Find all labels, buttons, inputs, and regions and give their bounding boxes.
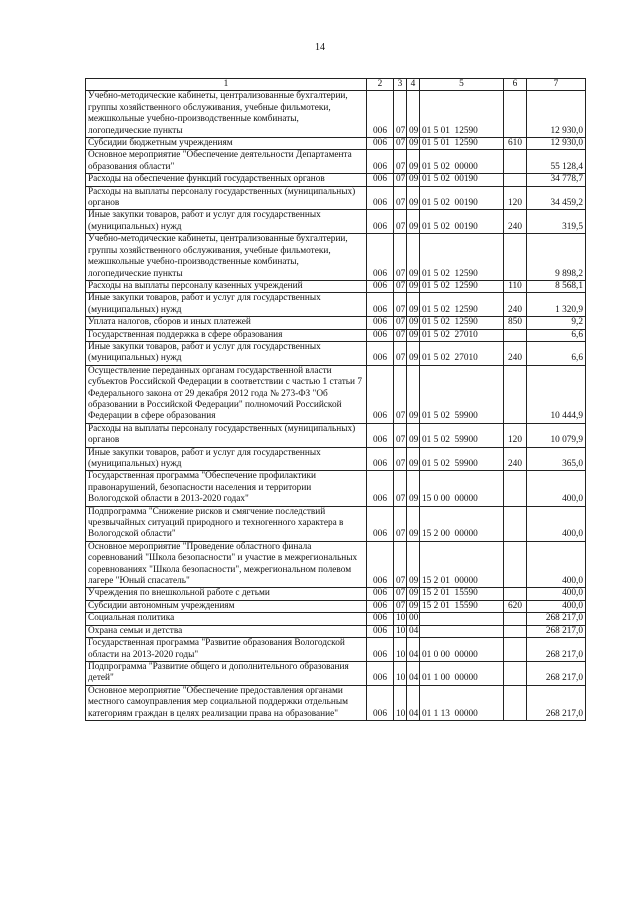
row-ministry-code: 006 xyxy=(367,174,394,186)
row-section-code: 07 xyxy=(394,186,407,210)
row-target-article: 01 1 13 00000 xyxy=(420,685,504,720)
row-target-article xyxy=(420,613,504,625)
row-expense-type xyxy=(504,541,527,588)
row-subsection-code: 09 xyxy=(407,293,420,317)
table-row xyxy=(86,150,586,174)
row-ministry-code: 006 xyxy=(367,280,394,292)
row-subsection-code: 09 xyxy=(407,150,420,174)
row-ministry-code: 006 xyxy=(367,661,394,685)
row-subsection-code: 09 xyxy=(407,471,420,506)
row-section-code: 07 xyxy=(394,588,407,600)
row-name: Субсидии бюджетным учреждениям xyxy=(86,138,367,150)
row-subsection-code: 09 xyxy=(407,174,420,186)
row-expense-type: 240 xyxy=(504,293,527,317)
row-subsection-code: 09 xyxy=(407,423,420,447)
row-subsection-code: 09 xyxy=(407,280,420,292)
row-expense-type: 610 xyxy=(504,138,527,150)
row-section-code: 07 xyxy=(394,234,407,281)
row-target-article: 01 5 02 00190 xyxy=(420,174,504,186)
row-section-code: 07 xyxy=(394,174,407,186)
row-amount: 400,0 xyxy=(527,600,586,612)
row-ministry-code: 006 xyxy=(367,613,394,625)
row-name: Уплата налогов, сборов и иных платежей xyxy=(86,317,367,329)
table-row xyxy=(86,365,586,423)
row-target-article: 01 1 00 00000 xyxy=(420,661,504,685)
row-ministry-code: 006 xyxy=(367,293,394,317)
row-subsection-code: 09 xyxy=(407,329,420,341)
row-target-article: 01 5 02 27010 xyxy=(420,329,504,341)
row-section-code: 07 xyxy=(394,138,407,150)
row-target-article: 01 5 02 00000 xyxy=(420,150,504,174)
row-ministry-code: 006 xyxy=(367,150,394,174)
row-subsection-code: 09 xyxy=(407,541,420,588)
row-amount: 365,0 xyxy=(527,447,586,471)
table-row xyxy=(86,186,586,210)
row-section-code: 07 xyxy=(394,341,407,365)
row-name: Государственная поддержка в сфере образования xyxy=(86,329,367,341)
row-expense-type xyxy=(504,685,527,720)
table-row xyxy=(86,685,586,720)
row-name: Расходы на выплаты персоналу государственных (муниципальных) органов xyxy=(86,186,367,210)
row-name: Учреждения по внешкольной работе с детьми xyxy=(86,588,367,600)
row-amount: 400,0 xyxy=(527,506,586,541)
row-ministry-code: 006 xyxy=(367,638,394,662)
row-name: Субсидии автономным учреждениям xyxy=(86,600,367,612)
row-name: Иные закупки товаров, работ и услуг для государственных (муниципальных) нужд xyxy=(86,293,367,317)
row-section-code: 10 xyxy=(394,638,407,662)
row-ministry-code: 006 xyxy=(367,234,394,281)
table-row xyxy=(86,588,586,600)
row-ministry-code: 006 xyxy=(367,341,394,365)
table-row xyxy=(86,341,586,365)
row-target-article: 01 5 01 12590 xyxy=(420,138,504,150)
row-ministry-code: 006 xyxy=(367,685,394,720)
row-subsection-code: 04 xyxy=(407,638,420,662)
column-header: 6 xyxy=(504,79,527,91)
row-target-article: 15 0 00 00000 xyxy=(420,471,504,506)
row-amount: 9,2 xyxy=(527,317,586,329)
row-amount: 12 930,0 xyxy=(527,91,586,138)
row-name: Государственная программа "Развитие образования Вологодской области на 2013-2020 годы" xyxy=(86,638,367,662)
row-target-article: 01 5 02 12590 xyxy=(420,293,504,317)
row-amount: 34 778,7 xyxy=(527,174,586,186)
row-name: Иные закупки товаров, работ и услуг для государственных (муниципальных) нужд xyxy=(86,341,367,365)
row-name: Охрана семьи и детства xyxy=(86,625,367,637)
row-target-article: 01 5 02 12590 xyxy=(420,280,504,292)
row-amount: 10 079,9 xyxy=(527,423,586,447)
row-section-code: 07 xyxy=(394,210,407,234)
row-ministry-code: 006 xyxy=(367,138,394,150)
row-name: Расходы на обеспечение функций государственных органов xyxy=(86,174,367,186)
row-amount: 12 930,0 xyxy=(527,138,586,150)
table-row xyxy=(86,506,586,541)
row-ministry-code: 006 xyxy=(367,186,394,210)
row-subsection-code: 09 xyxy=(407,600,420,612)
row-section-code: 07 xyxy=(394,423,407,447)
table-header-row xyxy=(86,79,586,91)
row-expense-type xyxy=(504,625,527,637)
row-expense-type: 240 xyxy=(504,341,527,365)
row-subsection-code: 09 xyxy=(407,186,420,210)
column-header: 1 xyxy=(86,79,367,91)
row-subsection-code: 09 xyxy=(407,341,420,365)
table-row xyxy=(86,600,586,612)
table-row xyxy=(86,234,586,281)
row-section-code: 07 xyxy=(394,329,407,341)
row-target-article: 01 5 02 12590 xyxy=(420,234,504,281)
row-name: Государственная программа "Обеспечение профилактики правонарушений, безопасности населения и территории Вологодской области в 2013-2020 годах" xyxy=(86,471,367,506)
row-name: Осуществление переданных органам государственной власти субъектов Российской Федерации в соответствии с частью 1 статьи 7 Федерального закона от 29 декабря 2012 года № 273-ФЗ "Об образовании в Российской Федерации" полномочий Российской Федерации в сфере образования xyxy=(86,365,367,423)
row-subsection-code: 04 xyxy=(407,661,420,685)
row-name: Учебно-методические кабинеты, централизованные бухгалтерии, группы хозяйственного обслуживания, учебные фильмотеки, межшкольные учебно-производственные комбинаты, логопедические пункты xyxy=(86,91,367,138)
row-target-article: 01 5 02 59900 xyxy=(420,447,504,471)
row-subsection-code: 09 xyxy=(407,91,420,138)
row-expense-type: 850 xyxy=(504,317,527,329)
row-subsection-code: 09 xyxy=(407,365,420,423)
row-name: Основное мероприятие "Проведение областного финала соревнований "Школа безопасности" и участие в межрегиональных соревнованиях "Школа безопасности", межрегиональном полевом лагере "Юный спасатель" xyxy=(86,541,367,588)
row-expense-type xyxy=(504,506,527,541)
row-name: Расходы на выплаты персоналу казенных учреждений xyxy=(86,280,367,292)
table-row xyxy=(86,541,586,588)
table-row xyxy=(86,280,586,292)
row-amount: 268 217,0 xyxy=(527,638,586,662)
row-ministry-code: 006 xyxy=(367,625,394,637)
row-amount: 1 320,9 xyxy=(527,293,586,317)
row-ministry-code: 006 xyxy=(367,423,394,447)
row-expense-type xyxy=(504,329,527,341)
table-row xyxy=(86,174,586,186)
row-section-code: 10 xyxy=(394,625,407,637)
row-expense-type xyxy=(504,234,527,281)
row-expense-type: 240 xyxy=(504,210,527,234)
row-section-code: 07 xyxy=(394,150,407,174)
row-expense-type: 120 xyxy=(504,186,527,210)
row-expense-type xyxy=(504,613,527,625)
row-amount: 268 217,0 xyxy=(527,625,586,637)
column-header: 5 xyxy=(420,79,504,91)
table-row xyxy=(86,293,586,317)
row-section-code: 07 xyxy=(394,471,407,506)
row-subsection-code: 09 xyxy=(407,317,420,329)
row-amount: 268 217,0 xyxy=(527,685,586,720)
row-amount: 8 568,1 xyxy=(527,280,586,292)
row-expense-type xyxy=(504,471,527,506)
row-ministry-code: 006 xyxy=(367,210,394,234)
row-expense-type xyxy=(504,638,527,662)
table-row xyxy=(86,625,586,637)
row-target-article: 01 5 02 12590 xyxy=(420,317,504,329)
row-ministry-code: 006 xyxy=(367,365,394,423)
table-row xyxy=(86,91,586,138)
row-target-article: 01 5 02 59900 xyxy=(420,365,504,423)
row-amount: 268 217,0 xyxy=(527,661,586,685)
table-row xyxy=(86,317,586,329)
row-section-code: 07 xyxy=(394,317,407,329)
table-row xyxy=(86,447,586,471)
row-section-code: 07 xyxy=(394,293,407,317)
row-section-code: 07 xyxy=(394,506,407,541)
row-target-article: 01 5 02 00190 xyxy=(420,210,504,234)
column-header: 3 xyxy=(394,79,407,91)
row-subsection-code: 09 xyxy=(407,588,420,600)
table-row xyxy=(86,661,586,685)
row-name: Расходы на выплаты персоналу государственных (муниципальных) органов xyxy=(86,423,367,447)
row-ministry-code: 006 xyxy=(367,447,394,471)
row-amount: 400,0 xyxy=(527,541,586,588)
row-subsection-code: 04 xyxy=(407,685,420,720)
row-ministry-code: 006 xyxy=(367,600,394,612)
table-row xyxy=(86,210,586,234)
row-expense-type xyxy=(504,150,527,174)
row-section-code: 07 xyxy=(394,447,407,471)
row-ministry-code: 006 xyxy=(367,471,394,506)
row-ministry-code: 006 xyxy=(367,329,394,341)
row-target-article: 01 5 01 12590 xyxy=(420,91,504,138)
table-row xyxy=(86,423,586,447)
row-amount: 9 898,2 xyxy=(527,234,586,281)
row-expense-type xyxy=(504,661,527,685)
row-section-code: 10 xyxy=(394,661,407,685)
row-section-code: 07 xyxy=(394,600,407,612)
row-target-article: 01 0 00 00000 xyxy=(420,638,504,662)
row-name: Основное мероприятие "Обеспечение предоставления органами местного самоуправления мер социальной поддержки отдельным категориям граждан в целях реализации права на образование" xyxy=(86,685,367,720)
row-amount: 34 459,2 xyxy=(527,186,586,210)
row-expense-type: 110 xyxy=(504,280,527,292)
row-expense-type xyxy=(504,174,527,186)
table-row xyxy=(86,138,586,150)
row-ministry-code: 006 xyxy=(367,317,394,329)
row-name: Подпрограмма "Развитие общего и дополнительного образования детей" xyxy=(86,661,367,685)
row-target-article: 01 5 02 00190 xyxy=(420,186,504,210)
row-section-code: 10 xyxy=(394,613,407,625)
row-target-article: 01 5 02 59900 xyxy=(420,423,504,447)
row-name: Иные закупки товаров, работ и услуг для государственных (муниципальных) нужд xyxy=(86,447,367,471)
row-section-code: 07 xyxy=(394,91,407,138)
row-subsection-code: 09 xyxy=(407,234,420,281)
table-row xyxy=(86,638,586,662)
row-target-article: 15 2 00 00000 xyxy=(420,506,504,541)
row-name: Основное мероприятие "Обеспечение деятельности Департамента образования области" xyxy=(86,150,367,174)
row-target-article: 15 2 01 00000 xyxy=(420,541,504,588)
row-ministry-code: 006 xyxy=(367,541,394,588)
row-amount: 10 444,9 xyxy=(527,365,586,423)
row-section-code: 07 xyxy=(394,541,407,588)
row-target-article: 01 5 02 27010 xyxy=(420,341,504,365)
row-section-code: 07 xyxy=(394,365,407,423)
row-subsection-code: 09 xyxy=(407,447,420,471)
table-row xyxy=(86,613,586,625)
table-row xyxy=(86,471,586,506)
row-name: Учебно-методические кабинеты, централизованные бухгалтерии, группы хозяйственного обслуживания, учебные фильмотеки, межшкольные учебно-производственные комбинаты, логопедические пункты xyxy=(86,234,367,281)
row-subsection-code: 04 xyxy=(407,625,420,637)
row-expense-type: 240 xyxy=(504,447,527,471)
row-name: Иные закупки товаров, работ и услуг для государственных (муниципальных) нужд xyxy=(86,210,367,234)
row-name: Социальная политика xyxy=(86,613,367,625)
row-amount: 319,5 xyxy=(527,210,586,234)
row-expense-type xyxy=(504,91,527,138)
row-amount: 268 217,0 xyxy=(527,613,586,625)
row-target-article xyxy=(420,625,504,637)
row-expense-type: 120 xyxy=(504,423,527,447)
column-header: 4 xyxy=(407,79,420,91)
row-ministry-code: 006 xyxy=(367,588,394,600)
row-expense-type xyxy=(504,588,527,600)
row-ministry-code: 006 xyxy=(367,91,394,138)
row-expense-type xyxy=(504,365,527,423)
row-subsection-code: 09 xyxy=(407,506,420,541)
row-subsection-code: 09 xyxy=(407,210,420,234)
row-ministry-code: 006 xyxy=(367,506,394,541)
row-amount: 55 128,4 xyxy=(527,150,586,174)
row-subsection-code: 09 xyxy=(407,138,420,150)
column-header: 2 xyxy=(367,79,394,91)
row-target-article: 15 2 01 15590 xyxy=(420,588,504,600)
page-number: 14 xyxy=(315,42,325,53)
row-target-article: 15 2 01 15590 xyxy=(420,600,504,612)
row-section-code: 07 xyxy=(394,280,407,292)
budget-table xyxy=(85,78,586,721)
row-expense-type: 620 xyxy=(504,600,527,612)
row-amount: 400,0 xyxy=(527,471,586,506)
column-header: 7 xyxy=(527,79,586,91)
row-amount: 6,6 xyxy=(527,341,586,365)
row-section-code: 10 xyxy=(394,685,407,720)
row-amount: 400,0 xyxy=(527,588,586,600)
row-amount: 6,6 xyxy=(527,329,586,341)
table-row xyxy=(86,329,586,341)
row-name: Подпрограмма "Снижение рисков и смягчение последствий чрезвычайных ситуаций природного и техногенного характера в Вологодской области" xyxy=(86,506,367,541)
row-subsection-code: 00 xyxy=(407,613,420,625)
